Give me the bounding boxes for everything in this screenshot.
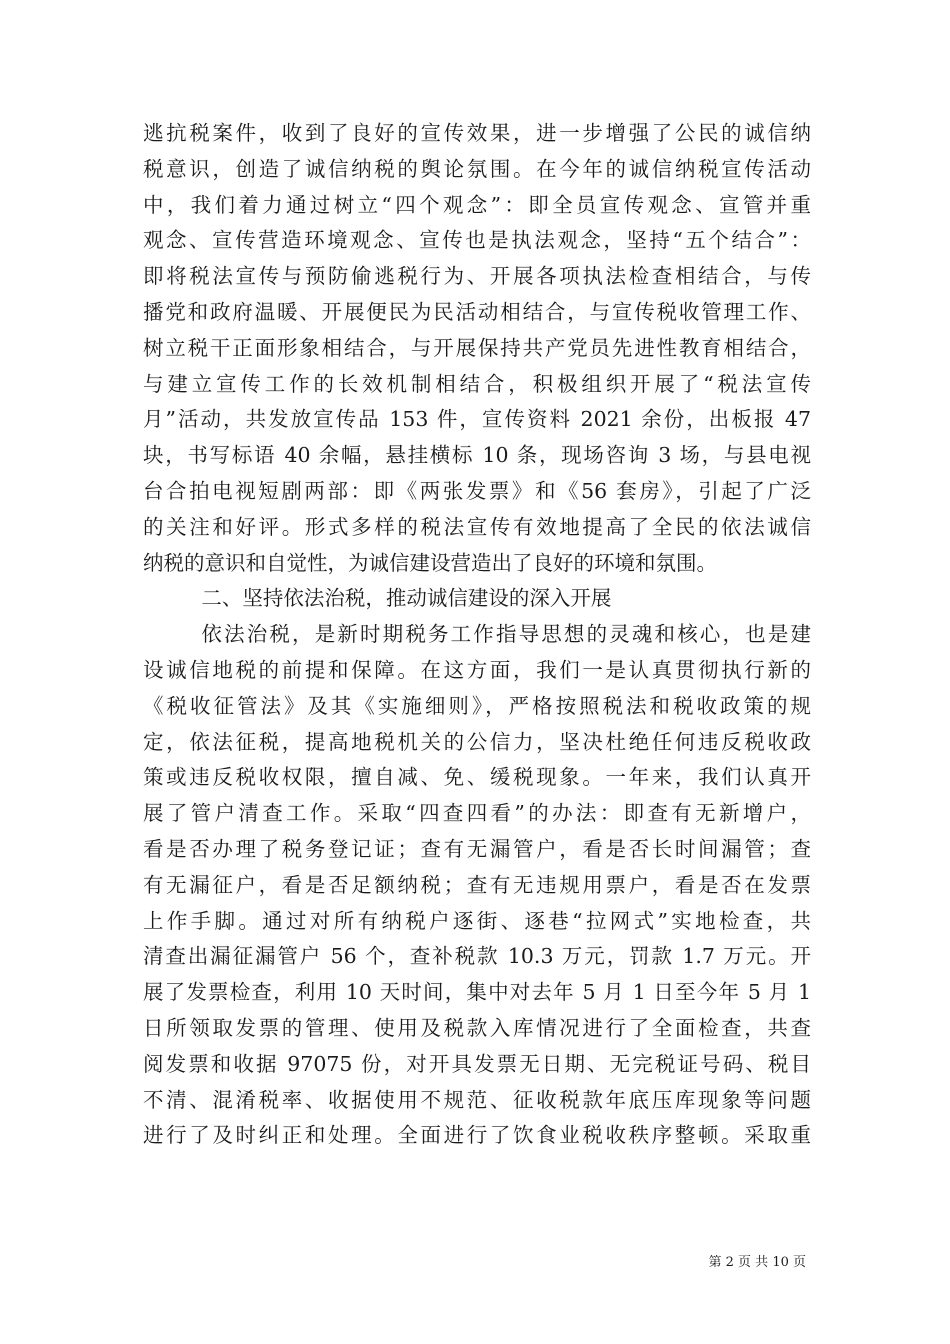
text-line: 上作手脚。通过对所有纳税户逐街、逐巷“拉网式”实地检查，共 <box>143 908 811 933</box>
text-line: 阅发票和收据 97075 份，对开具发票无日期、无完税证号码、税目 <box>143 1051 811 1076</box>
text-line: 《税收征管法》及其《实施细则》，严格按照税法和税收政策的规 <box>143 693 811 718</box>
text-line: 进行了及时纠正和处理。全面进行了饮食业税收秩序整顿。采取重 <box>143 1123 811 1148</box>
document-body <box>143 116 811 1154</box>
text-line: 清查出漏征漏管户 56 个，查补税款 10.3 万元，罚款 1.7 万元。开 <box>143 944 811 969</box>
text-line: 不清、混淆税率、收据使用不规范、征收税款年底压库现象等问题 <box>143 1087 811 1112</box>
text-line: 逃抗税案件，收到了良好的宣传效果，进一步增强了公民的诚信纳 <box>143 121 811 145</box>
text-line: 展了发票检查，利用 10 天时间，集中对去年 5 月 1 日至今年 5 月 1 <box>143 980 811 1005</box>
text-line: 二、坚持依法治税，推动诚信建设的深入开展 <box>201 586 612 611</box>
text-line: 看是否办理了税务登记证；查有无漏管户，看是否长时间漏管；查 <box>143 836 811 861</box>
text-line: 与建立宣传工作的长效机制相结合，积极组织开展了“税法宣传 <box>143 371 811 396</box>
text-line: 展了管户清查工作。采取“四查四看”的办法：即查有无新增户， <box>143 801 811 826</box>
text-line: 即将税法宣传与预防偷逃税行为、开展各项执法检查相结合，与传 <box>143 264 811 289</box>
text-line: 观念、宣传营造环境观念、宣传也是执法观念，坚持“五个结合”： <box>143 228 811 253</box>
text-line: 块，书写标语 40 余幅，悬挂横标 10 条，现场咨询 3 场，与县电视 <box>143 443 811 468</box>
text-line: 税意识，创造了诚信纳税的舆论氛围。在今年的诚信纳税宣传活动 <box>143 156 811 181</box>
text-line: 定，依法征税，提高地税机关的公信力，坚决杜绝任何违反税收政 <box>143 729 811 754</box>
page-footer: 第 2 页 共 10 页 <box>708 1255 806 1270</box>
text-line: 有无漏征户，看是否足额纳税；查有无违规用票户，看是否在发票 <box>143 872 811 897</box>
text-line: 设诚信地税的前提和保障。在这方面，我们一是认真贯彻执行新的 <box>143 657 811 682</box>
text-line: 依法治税，是新时期税务工作指导思想的灵魂和核心，也是建 <box>201 622 811 647</box>
text-line: 策或违反税收权限，擅自减、免、缓税现象。一年来，我们认真开 <box>143 765 811 790</box>
text-line: 播党和政府温暖、开展便民为民活动相结合，与宣传税收管理工作、 <box>143 299 811 324</box>
text-line: 树立税干正面形象相结合，与开展保持共产党员先进性教育相结合， <box>143 335 811 360</box>
text-line: 的关注和好评。形式多样的税法宣传有效地提高了全民的依法诚信 <box>143 514 811 539</box>
text-line: 中，我们着力通过树立“四个观念”：即全员宣传观念、宣管并重 <box>143 192 811 217</box>
text-line: 月”活动，共发放宣传品 153 件，宣传资料 2021 余份，出板报 47 <box>143 407 811 432</box>
text-line: 纳税的意识和自觉性，为诚信建设营造出了良好的环境和氛围。 <box>143 550 717 575</box>
text-line: 日所领取发票的管理、使用及税款入库情况进行了全面检查，共查 <box>143 1015 811 1040</box>
text-line: 台合拍电视短剧两部：即《两张发票》和《56 套房》，引起了广泛 <box>143 478 811 503</box>
